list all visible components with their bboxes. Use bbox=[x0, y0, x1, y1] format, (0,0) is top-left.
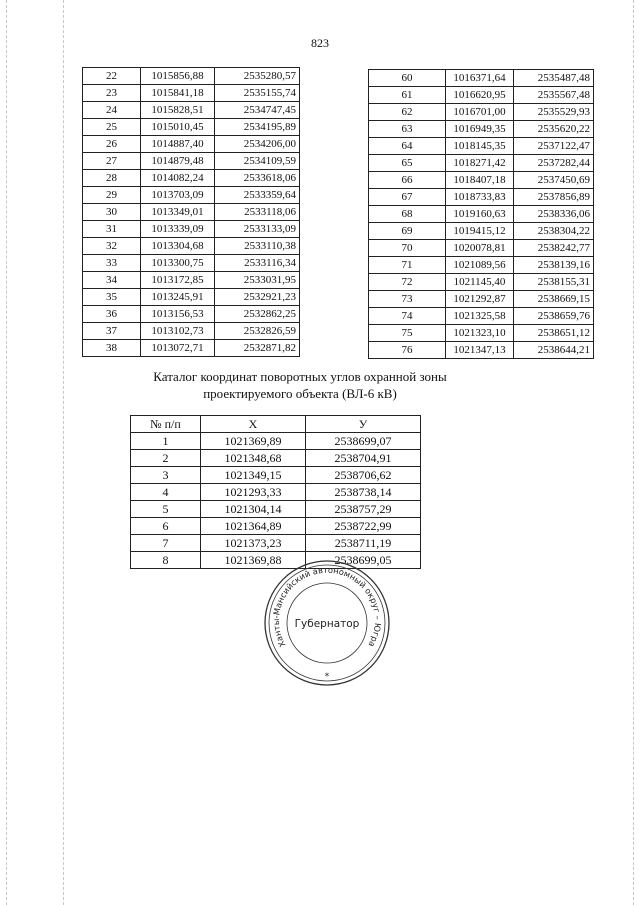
x-coordinate-cell: 1021089,56 bbox=[446, 257, 514, 274]
point-number-cell: 35 bbox=[83, 289, 141, 306]
y-coordinate-cell: 2538704,91 bbox=[306, 450, 421, 467]
x-coordinate-cell: 1015856,88 bbox=[141, 68, 215, 85]
coordinate-row bbox=[83, 255, 300, 272]
x-coordinate-cell: 1014082,24 bbox=[141, 170, 215, 187]
x-coordinate-cell: 1018145,35 bbox=[446, 138, 514, 155]
x-coordinate-cell: 1016701,00 bbox=[446, 104, 514, 121]
binding-line bbox=[63, 0, 64, 905]
zone-row bbox=[131, 433, 421, 450]
coordinate-row bbox=[369, 291, 594, 308]
seal-ring-text: Ханты-Мансийский автономный округ – Югра bbox=[270, 564, 384, 649]
x-coordinate-cell: 1020078,81 bbox=[446, 240, 514, 257]
coordinate-row bbox=[83, 306, 300, 323]
point-number-cell: 69 bbox=[369, 223, 446, 240]
x-coordinate-cell: 1013156,53 bbox=[141, 306, 215, 323]
y-coordinate-cell: 2532826,59 bbox=[215, 323, 300, 340]
point-number-cell: 28 bbox=[83, 170, 141, 187]
header-row bbox=[131, 416, 421, 433]
coordinate-row bbox=[83, 153, 300, 170]
y-coordinate-cell: 2537282,44 bbox=[514, 155, 594, 172]
coordinate-row bbox=[369, 121, 594, 138]
zone-row bbox=[131, 450, 421, 467]
coordinate-row bbox=[369, 189, 594, 206]
y-coordinate-cell: 2535567,48 bbox=[514, 87, 594, 104]
point-number-cell: 4 bbox=[131, 484, 201, 501]
page-number: 823 bbox=[311, 36, 329, 50]
point-number-cell: 30 bbox=[83, 204, 141, 221]
x-coordinate-cell: 1013300,75 bbox=[141, 255, 215, 272]
coordinate-row bbox=[83, 136, 300, 153]
zone-row bbox=[131, 501, 421, 518]
catalog-title bbox=[100, 368, 500, 402]
y-coordinate-cell: 2532921,23 bbox=[215, 289, 300, 306]
x-coordinate-cell: 1016371,64 bbox=[446, 70, 514, 87]
point-number-cell: 72 bbox=[369, 274, 446, 291]
x-coordinate-cell: 1021293,33 bbox=[201, 484, 306, 501]
point-number-cell: 64 bbox=[369, 138, 446, 155]
point-number-cell: 2 bbox=[131, 450, 201, 467]
y-coordinate-cell: 2535529,93 bbox=[514, 104, 594, 121]
y-coordinate-cell: 2535280,57 bbox=[215, 68, 300, 85]
point-number-cell: 25 bbox=[83, 119, 141, 136]
point-number-cell: 73 bbox=[369, 291, 446, 308]
y-coordinate-cell: 2534195,89 bbox=[215, 119, 300, 136]
x-coordinate-cell: 1018733,83 bbox=[446, 189, 514, 206]
point-number-cell: 75 bbox=[369, 325, 446, 342]
x-coordinate-cell: 1021325,58 bbox=[446, 308, 514, 325]
x-coordinate-cell: 1014887,40 bbox=[141, 136, 215, 153]
point-number-cell: 26 bbox=[83, 136, 141, 153]
y-coordinate-cell: 2537450,69 bbox=[514, 172, 594, 189]
zone-row bbox=[131, 535, 421, 552]
x-coordinate-cell: 1013102,73 bbox=[141, 323, 215, 340]
protection-zone-table bbox=[130, 415, 421, 569]
y-coordinate-cell: 2534747,45 bbox=[215, 102, 300, 119]
coordinate-row bbox=[83, 340, 300, 357]
point-number-cell: 8 bbox=[131, 552, 201, 569]
y-coordinate-cell: 2533618,06 bbox=[215, 170, 300, 187]
header-x: X bbox=[201, 416, 306, 433]
x-coordinate-cell: 1015010,45 bbox=[141, 119, 215, 136]
y-coordinate-cell: 2538155,31 bbox=[514, 274, 594, 291]
point-number-cell: 38 bbox=[83, 340, 141, 357]
zone-row bbox=[131, 467, 421, 484]
x-coordinate-cell: 1021364,89 bbox=[201, 518, 306, 535]
y-coordinate-cell: 2538722,99 bbox=[306, 518, 421, 535]
y-coordinate-cell: 2535620,22 bbox=[514, 121, 594, 138]
point-number-cell: 27 bbox=[83, 153, 141, 170]
coordinate-row bbox=[369, 104, 594, 121]
coordinate-row bbox=[83, 119, 300, 136]
catalog-title-line-2: проектируемого объекта (ВЛ-6 кВ) bbox=[203, 386, 397, 401]
y-coordinate-cell: 2535487,48 bbox=[514, 70, 594, 87]
x-coordinate-cell: 1013304,68 bbox=[141, 238, 215, 255]
point-number-cell: 71 bbox=[369, 257, 446, 274]
y-coordinate-cell: 2534206,00 bbox=[215, 136, 300, 153]
y-coordinate-cell: 2538757,29 bbox=[306, 501, 421, 518]
catalog-title-line-1: Каталог координат поворотных углов охранной зоны bbox=[153, 369, 447, 384]
point-number-cell: 76 bbox=[369, 342, 446, 359]
y-coordinate-cell: 2534109,59 bbox=[215, 153, 300, 170]
y-coordinate-cell: 2533133,09 bbox=[215, 221, 300, 238]
y-coordinate-cell: 2538242,77 bbox=[514, 240, 594, 257]
y-coordinate-cell: 2538651,12 bbox=[514, 325, 594, 342]
point-number-cell: 37 bbox=[83, 323, 141, 340]
point-number-cell: 7 bbox=[131, 535, 201, 552]
x-coordinate-cell: 1016949,35 bbox=[446, 121, 514, 138]
coordinate-row bbox=[369, 87, 594, 104]
x-coordinate-cell: 1019160,63 bbox=[446, 206, 514, 223]
x-coordinate-cell: 1015828,51 bbox=[141, 102, 215, 119]
coordinate-row bbox=[369, 308, 594, 325]
point-number-cell: 23 bbox=[83, 85, 141, 102]
y-coordinate-cell: 2535155,74 bbox=[215, 85, 300, 102]
coordinate-row bbox=[369, 172, 594, 189]
coordinate-row bbox=[369, 138, 594, 155]
point-number-cell: 60 bbox=[369, 70, 446, 87]
x-coordinate-cell: 1014879,48 bbox=[141, 153, 215, 170]
coordinate-row bbox=[83, 85, 300, 102]
coordinate-row bbox=[83, 221, 300, 238]
y-coordinate-cell: 2538336,06 bbox=[514, 206, 594, 223]
coordinate-row bbox=[83, 289, 300, 306]
y-coordinate-cell: 2533110,38 bbox=[215, 238, 300, 255]
y-coordinate-cell: 2533031,95 bbox=[215, 272, 300, 289]
y-coordinate-cell: 2537122,47 bbox=[514, 138, 594, 155]
point-number-cell: 5 bbox=[131, 501, 201, 518]
point-number-cell: 36 bbox=[83, 306, 141, 323]
x-coordinate-cell: 1018407,18 bbox=[446, 172, 514, 189]
coordinate-row bbox=[369, 223, 594, 240]
governor-seal-stamp bbox=[257, 558, 397, 688]
y-coordinate-cell: 2538139,16 bbox=[514, 257, 594, 274]
y-coordinate-cell: 2533116,34 bbox=[215, 255, 300, 272]
point-number-cell: 67 bbox=[369, 189, 446, 206]
coordinate-row bbox=[369, 206, 594, 223]
coordinate-row bbox=[83, 170, 300, 187]
y-coordinate-cell: 2533118,06 bbox=[215, 204, 300, 221]
x-coordinate-cell: 1021292,87 bbox=[446, 291, 514, 308]
right-margin-line bbox=[633, 0, 634, 905]
y-coordinate-cell: 2538304,22 bbox=[514, 223, 594, 240]
y-coordinate-cell: 2533359,64 bbox=[215, 187, 300, 204]
coordinate-row bbox=[369, 257, 594, 274]
y-coordinate-cell: 2537856,89 bbox=[514, 189, 594, 206]
coordinate-row bbox=[83, 187, 300, 204]
coordinate-row bbox=[369, 274, 594, 291]
x-coordinate-cell: 1021349,15 bbox=[201, 467, 306, 484]
x-coordinate-cell: 1016620,95 bbox=[446, 87, 514, 104]
point-number-cell: 6 bbox=[131, 518, 201, 535]
point-number-cell: 63 bbox=[369, 121, 446, 138]
coordinate-row bbox=[83, 272, 300, 289]
x-coordinate-cell: 1021369,89 bbox=[201, 433, 306, 450]
y-coordinate-cell: 2538669,15 bbox=[514, 291, 594, 308]
point-number-cell: 29 bbox=[83, 187, 141, 204]
coordinate-row bbox=[369, 155, 594, 172]
coordinates-table-right bbox=[368, 69, 594, 359]
coordinate-row bbox=[83, 102, 300, 119]
x-coordinate-cell: 1013072,71 bbox=[141, 340, 215, 357]
x-coordinate-cell: 1018271,42 bbox=[446, 155, 514, 172]
coordinate-row bbox=[369, 240, 594, 257]
x-coordinate-cell: 1021347,13 bbox=[446, 342, 514, 359]
coordinate-row bbox=[369, 325, 594, 342]
coordinates-table-left bbox=[82, 67, 300, 357]
x-coordinate-cell: 1013703,09 bbox=[141, 187, 215, 204]
coordinate-row bbox=[83, 204, 300, 221]
y-coordinate-cell: 2538699,07 bbox=[306, 433, 421, 450]
x-coordinate-cell: 1021304,14 bbox=[201, 501, 306, 518]
seal-star-icon: * bbox=[324, 672, 330, 682]
x-coordinate-cell: 1015841,18 bbox=[141, 85, 215, 102]
point-number-cell: 1 bbox=[131, 433, 201, 450]
coordinate-row bbox=[83, 323, 300, 340]
point-number-cell: 34 bbox=[83, 272, 141, 289]
seal-center-text: Губернатор bbox=[294, 618, 360, 630]
point-number-cell: 32 bbox=[83, 238, 141, 255]
point-number-cell: 65 bbox=[369, 155, 446, 172]
coordinate-row bbox=[369, 342, 594, 359]
coordinate-row bbox=[83, 68, 300, 85]
y-coordinate-cell: 2538659,76 bbox=[514, 308, 594, 325]
point-number-cell: 33 bbox=[83, 255, 141, 272]
coordinate-row bbox=[83, 238, 300, 255]
point-number-cell: 22 bbox=[83, 68, 141, 85]
zone-row bbox=[131, 484, 421, 501]
y-coordinate-cell: 2538699,05 bbox=[306, 552, 421, 569]
zone-row bbox=[131, 518, 421, 535]
y-coordinate-cell: 2532862,25 bbox=[215, 306, 300, 323]
x-coordinate-cell: 1013245,91 bbox=[141, 289, 215, 306]
x-coordinate-cell: 1021323,10 bbox=[446, 325, 514, 342]
point-number-cell: 74 bbox=[369, 308, 446, 325]
point-number-cell: 62 bbox=[369, 104, 446, 121]
y-coordinate-cell: 2538706,62 bbox=[306, 467, 421, 484]
x-coordinate-cell: 1021369,88 bbox=[201, 552, 306, 569]
y-coordinate-cell: 2538738,14 bbox=[306, 484, 421, 501]
y-coordinate-cell: 2538711,19 bbox=[306, 535, 421, 552]
x-coordinate-cell: 1021373,23 bbox=[201, 535, 306, 552]
coordinate-row bbox=[369, 70, 594, 87]
header-number: № п/п bbox=[131, 416, 201, 433]
point-number-cell: 70 bbox=[369, 240, 446, 257]
x-coordinate-cell: 1013172,85 bbox=[141, 272, 215, 289]
header-y: У bbox=[306, 416, 421, 433]
left-margin-line bbox=[6, 0, 7, 905]
point-number-cell: 31 bbox=[83, 221, 141, 238]
point-number-cell: 66 bbox=[369, 172, 446, 189]
x-coordinate-cell: 1013349,01 bbox=[141, 204, 215, 221]
x-coordinate-cell: 1021145,40 bbox=[446, 274, 514, 291]
x-coordinate-cell: 1019415,12 bbox=[446, 223, 514, 240]
x-coordinate-cell: 1021348,68 bbox=[201, 450, 306, 467]
y-coordinate-cell: 2532871,82 bbox=[215, 340, 300, 357]
y-coordinate-cell: 2538644,21 bbox=[514, 342, 594, 359]
point-number-cell: 24 bbox=[83, 102, 141, 119]
x-coordinate-cell: 1013339,09 bbox=[141, 221, 215, 238]
point-number-cell: 61 bbox=[369, 87, 446, 104]
point-number-cell: 68 bbox=[369, 206, 446, 223]
point-number-cell: 3 bbox=[131, 467, 201, 484]
